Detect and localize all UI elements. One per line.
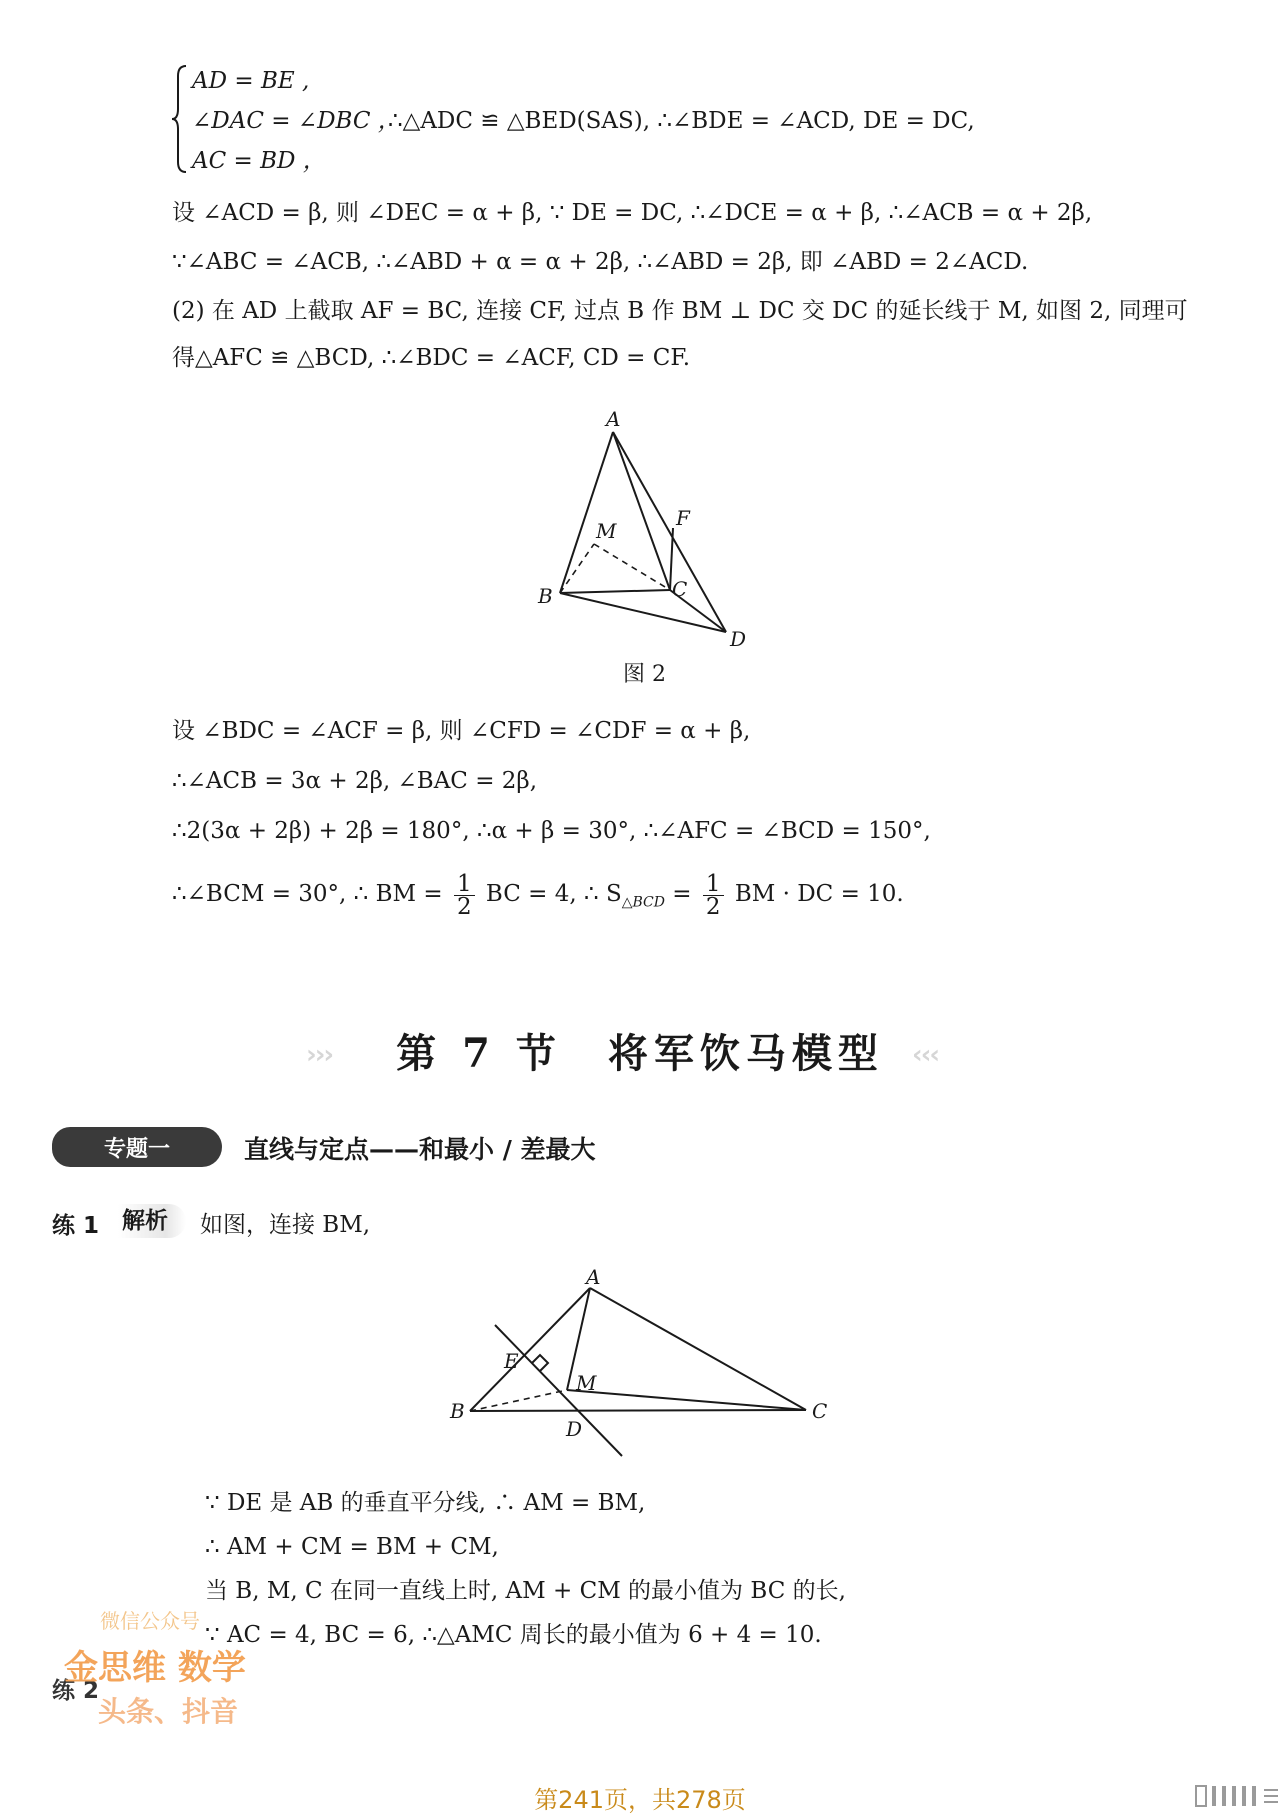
exercise-1-diagram xyxy=(440,1268,840,1468)
proof-line-1: 设 ∠ACD = β, 则 ∠DEC = α + β, ∵ DE = DC, ∴∠DCE = α + β, ∴∠ACB = α + 2β, xyxy=(172,200,1093,226)
fraction-half-1 xyxy=(454,870,475,920)
segment-ac xyxy=(590,1288,806,1410)
fraction-half-2 xyxy=(703,870,724,920)
brace-conclusion: ∴△ADC ≌ △BED(SAS), ∴∠BDE = ∠ACD, DE = DC, xyxy=(388,108,975,134)
fraction-1-numerator: 1 xyxy=(454,873,475,896)
left-brace xyxy=(170,64,190,174)
brace-line-3: AC = BD ， xyxy=(192,148,326,174)
left-chevrons-decoration: ››› xyxy=(306,1040,333,1070)
point-label-d: D xyxy=(730,627,747,650)
segment-mc xyxy=(567,1390,806,1410)
ex-proof-line-2: ∴ AM + CM = BM + CM, xyxy=(205,1534,499,1560)
right-chevrons-decoration: ‹‹‹ xyxy=(912,1040,939,1070)
mid-line-4-c: = xyxy=(672,881,692,907)
topic-title: 直线与定点——和最小 / 差最大 xyxy=(244,1135,596,1164)
mid-line-4-d: BM · DC = 10. xyxy=(734,881,904,907)
segment-bm-dashed xyxy=(560,544,594,593)
segment-bc xyxy=(470,1410,806,1411)
point-label-b: B xyxy=(538,584,553,608)
point-label-b: B xyxy=(450,1399,465,1423)
mid-line-3: ∴2(3α + 2β) + 2β = 180°, ∴α + β = 30°, ∴∠AFC = ∠BCD = 150°, xyxy=(172,818,931,844)
point-label-f: F xyxy=(676,506,690,530)
segment-ab xyxy=(470,1288,590,1411)
point-label-m: M xyxy=(596,519,617,543)
ex-proof-line-4: ∵ AC = 4, BC = 6, ∴△AMC 周长的最小值为 6 + 4 = 10. xyxy=(205,1622,822,1648)
analysis-tag: 解析 xyxy=(118,1204,186,1238)
proof-line-3: (2) 在 AD 上截取 AF = BC, 连接 CF, 过点 B 作 BM ⊥ DC 交 DC 的延长线于 M, 如图 2, 同理可 xyxy=(172,298,1188,324)
ex-proof-line-3: 当 B, M, C 在同一直线上时, AM + CM 的最小值为 BC 的长, xyxy=(205,1578,846,1604)
watermark-line-1: 微信公众号 xyxy=(100,1609,200,1633)
fraction-1-denominator: 2 xyxy=(456,893,472,920)
figure-2-diagram xyxy=(530,410,760,650)
point-label-c: C xyxy=(672,577,688,601)
proof-line-2: ∵∠ABC = ∠ACB, ∴∠ABD + α = α + 2β, ∴∠ABD = 2β, 即 ∠ABD = 2∠ACD. xyxy=(172,249,1029,275)
exercise-label: 练 1 xyxy=(52,1213,100,1239)
point-label-c: C xyxy=(812,1399,828,1423)
page-indicator: 第241页，共278页 xyxy=(534,1786,746,1814)
mid-line-4-a: ∴∠BCM = 30°, ∴ BM = xyxy=(172,881,443,907)
watermark-line-2: 金思维 数学 xyxy=(64,1648,246,1688)
segment-bm-dashed xyxy=(470,1390,567,1411)
proof-line-4: 得△AFC ≌ △BCD, ∴∠BDC = ∠ACF, CD = CF. xyxy=(172,345,691,371)
point-label-d: D xyxy=(566,1417,583,1441)
point-label-e: E xyxy=(504,1349,519,1373)
figure-2-caption: 图 2 xyxy=(623,662,666,687)
point-label-a: A xyxy=(606,410,621,431)
segment-ac xyxy=(613,432,670,590)
mid-line-4-b: BC = 4, ∴ S xyxy=(485,881,622,907)
segment-ab xyxy=(560,432,613,593)
section-title: 第 7 节 将军饮马模型 xyxy=(396,1030,884,1077)
point-label-a: A xyxy=(586,1268,601,1289)
segment-ad xyxy=(613,432,726,632)
fraction-2-numerator: 1 xyxy=(703,873,724,896)
fraction-2-denominator: 2 xyxy=(705,893,721,920)
segment-mc-dashed xyxy=(594,544,670,590)
right-angle-mark xyxy=(532,1355,548,1371)
area-subscript: △BCD xyxy=(621,894,665,911)
line-de-perpendicular-bisector xyxy=(495,1325,622,1456)
mid-line-4 xyxy=(172,864,904,933)
mid-line-2: ∴∠ACB = 3α + 2β, ∠BAC = 2β, xyxy=(172,768,538,794)
exercise-intro: 如图，连接 BM, xyxy=(200,1212,371,1238)
ex-proof-line-1: ∵ DE 是 AB 的垂直平分线, ∴ AM = BM, xyxy=(205,1490,646,1516)
view-switcher-icon[interactable] xyxy=(1194,1782,1280,1810)
point-label-m: M xyxy=(576,1371,597,1395)
watermark-line-3: 头条、抖音 xyxy=(98,1695,239,1728)
brace-line-2: ∠DAC = ∠DBC ， xyxy=(192,108,401,134)
segment-bc xyxy=(560,590,670,593)
mid-line-1: 设 ∠BDC = ∠ACF = β, 则 ∠CFD = ∠CDF = α + β, xyxy=(172,718,751,744)
brace-line-1: AD = BE , xyxy=(192,68,310,94)
next-exercise-partial: 练 2 xyxy=(52,1678,100,1704)
topic-pill: 专题一 xyxy=(52,1127,222,1167)
